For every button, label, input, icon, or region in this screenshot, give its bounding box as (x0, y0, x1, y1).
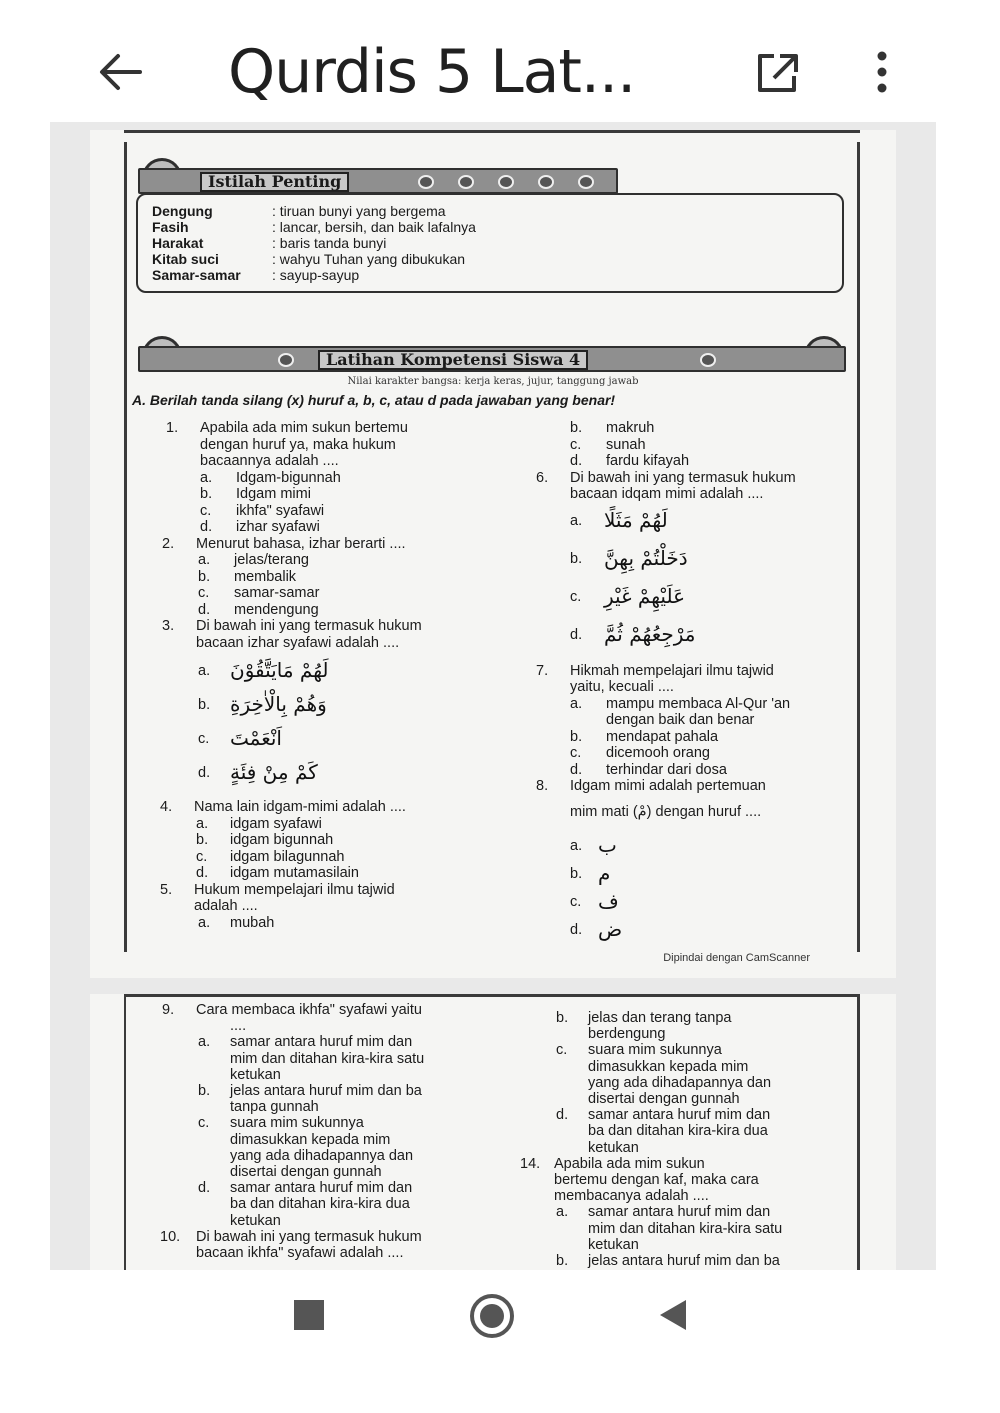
option-letter: c. (570, 894, 582, 910)
option-text: izhar syafawi (236, 519, 320, 535)
arabic-option: ف (598, 889, 619, 913)
option-letter: d. (570, 922, 583, 938)
option-letter: b. (196, 832, 209, 848)
option-letter: a. (198, 914, 211, 931)
list-text: Cara membaca ikhfa" syafawi yaitu (196, 1002, 422, 1018)
option-letter: d. (570, 453, 583, 469)
list-text: ba dan ditahan kira-kira dua (588, 1123, 768, 1140)
option-letter: a. (570, 695, 583, 712)
question-text: Di bawah ini yang termasuk hukum (570, 469, 796, 486)
question-text: Menurut bahasa, izhar berarti .... (196, 535, 406, 552)
circle-home-icon[interactable] (470, 1294, 514, 1338)
option-text: mampu membaca Al-Qur 'an (606, 695, 791, 712)
question-text: bacaan idqam mimi adalah .... (570, 486, 764, 502)
question-number: 5. (160, 881, 173, 898)
arabic-option: م (598, 861, 611, 885)
option-letter: a. (198, 552, 211, 568)
arrow-left-icon (90, 44, 150, 100)
list-marker: a. (198, 1034, 211, 1051)
document-page-2 (90, 994, 896, 1284)
option-letter: b. (570, 866, 583, 882)
list-marker: a. (556, 1204, 569, 1221)
triangle-back-icon[interactable] (660, 1300, 686, 1330)
list-marker: 9. (162, 1002, 175, 1018)
option-text: idgam bigunnah (230, 832, 334, 848)
question-number: 4. (160, 799, 173, 815)
option-letter: d. (200, 519, 213, 535)
list-marker: b. (198, 1083, 211, 1099)
option-letter: a. (570, 838, 583, 854)
option-text: idgam mutamasilain (230, 865, 359, 881)
option-text: idgam bilagunnah (230, 848, 345, 865)
option-letter: b. (570, 420, 583, 436)
option-letter: c. (570, 436, 582, 453)
arabic-option: لَهُمْ مَثَلًا (604, 507, 668, 532)
arabic-option: اَنْعَمْتَ (230, 726, 282, 750)
option-letter: c. (200, 502, 212, 519)
list-text: ketukan (588, 1236, 639, 1253)
document-title: Qurdis 5 Lat... (228, 37, 636, 107)
list-text: berdengung (588, 1026, 666, 1043)
banner-istilah-label: Istilah Penting (200, 172, 349, 192)
list-text: yang ada dihadapannya dan (230, 1147, 414, 1164)
instruction: A. Berilah tanda silang (x) huruf a, b, c, atau d pada jawaban yang benar! (132, 392, 616, 408)
list-marker: d. (556, 1107, 569, 1124)
question-number: 2. (162, 535, 175, 552)
list-marker: c. (556, 1042, 568, 1059)
question-text: bacaannya adalah .... (200, 453, 339, 469)
arabic-option: دَخَلْتُمْ بِهِنَّ (604, 545, 688, 570)
document-page-1 (90, 130, 896, 978)
option-letter: a. (570, 512, 583, 529)
list-text: dimasukkan kepada mim (588, 1058, 749, 1075)
list-marker: b. (556, 1253, 569, 1269)
option-letter: a. (196, 815, 209, 832)
question-number: 8. (536, 778, 549, 794)
option-letter: d. (198, 765, 211, 781)
option-text: samar-samar (234, 585, 320, 601)
list-text: mim dan ditahan kira-kira satu (588, 1220, 783, 1237)
option-letter: d. (570, 626, 583, 643)
more-vert-icon (862, 46, 902, 98)
option-letter: b. (570, 728, 583, 745)
list-text: ketukan (588, 1139, 639, 1156)
question-text: Di bawah ini yang termasuk hukum (196, 618, 422, 634)
arabic-option: وَهُمْ بِالْاٰخِرَةِ (230, 692, 327, 716)
option-text: dengan baik dan benar (606, 712, 755, 728)
option-letter: b. (200, 486, 213, 502)
list-text: ketukan (230, 1212, 281, 1229)
question-text: mim mati (مْ) dengan huruf .... (570, 804, 762, 820)
option-text: sunah (606, 436, 646, 453)
list-marker: c. (198, 1115, 210, 1132)
arabic-option: كَمْ مِنْ فِئَةٍ (230, 760, 318, 784)
open-external-button[interactable] (752, 48, 804, 96)
square-recents-icon[interactable] (294, 1300, 324, 1330)
option-text: membalik (234, 568, 297, 585)
option-text: Idgam-bigunnah (236, 469, 341, 486)
option-letter: d. (570, 761, 583, 778)
arabic-option: مَرْجِعُهُمْ ثُمَّ (604, 621, 696, 646)
option-text: mendapat pahala (606, 728, 719, 745)
option-text: dicemooh orang (606, 745, 710, 761)
overflow-menu-button[interactable] (862, 46, 902, 98)
option-letter: a. (198, 663, 211, 679)
list-marker: b. (556, 1010, 569, 1026)
list-text: samar antara huruf mim dan (230, 1180, 413, 1197)
list-text: suara mim sukunnya (588, 1042, 722, 1059)
list-text: samar antara huruf mim dan (588, 1204, 771, 1221)
arabic-option: لَهُمْ مَايَتَّقُوْنَ (230, 658, 329, 682)
question-text: adalah .... (194, 898, 258, 914)
list-text: samar antara huruf mim dan (230, 1034, 413, 1051)
list-text: Di bawah ini yang termasuk hukum (196, 1228, 422, 1245)
question-text: yaitu, kecuali .... (570, 679, 674, 695)
banner-latihan (138, 346, 846, 372)
option-letter: d. (198, 601, 211, 618)
option-letter: a. (200, 469, 213, 486)
list-text: membacanya adalah .... (554, 1188, 709, 1205)
character-values: Nilai karakter bangsa: kerja keras, jujur, tanggung jawab (347, 376, 639, 387)
list-text: jelas antara huruf mim dan ba (230, 1083, 422, 1099)
list-text: Apabila ada mim sukun (554, 1155, 705, 1172)
option-text: makruh (606, 420, 655, 436)
option-letter: c. (570, 745, 582, 761)
question-text: Apabila ada mim sukun bertemu (200, 420, 408, 436)
option-letter: c. (570, 588, 582, 605)
option-letter: b. (198, 568, 211, 585)
list-text: .... (230, 1018, 247, 1035)
option-letter: c. (198, 585, 210, 601)
list-text: samar antara huruf mim dan (588, 1107, 771, 1124)
option-letter: b. (570, 550, 583, 567)
question-number: 3. (162, 618, 175, 634)
list-text: suara mim sukunnya (230, 1115, 364, 1132)
option-text: terhindar dari dosa (606, 761, 727, 778)
option-letter: c. (198, 731, 210, 747)
scanner-watermark: Dipindai dengan CamScanner (663, 952, 810, 964)
system-navigation-bar (0, 1270, 1000, 1413)
list-text: ba dan ditahan kira-kira dua (230, 1196, 410, 1213)
question-number: 7. (536, 662, 549, 679)
option-text: fardu kifayah (606, 453, 690, 469)
question-text: bacaan izhar syafawi adalah .... (196, 634, 400, 651)
app-bar (0, 0, 1000, 128)
list-text: tanpa gunnah (230, 1099, 319, 1116)
open-in-new-icon (752, 48, 804, 96)
list-text: jelas dan terang tanpa (588, 1010, 732, 1026)
list-text: mim dan ditahan kira-kira satu (230, 1050, 425, 1067)
question-text: Nama lain idgam-mimi adalah .... (194, 799, 406, 815)
option-text: ikhfa" syafawi (236, 502, 325, 519)
list-text: disertai dengan gunnah (588, 1091, 740, 1107)
option-text: mendengung (234, 601, 319, 618)
list-text: jelas antara huruf mim dan ba (588, 1253, 780, 1269)
option-letter: b. (198, 697, 211, 713)
option-text: idgam syafawi (230, 815, 322, 832)
document-viewer[interactable] (50, 122, 936, 1270)
question-number: 1. (166, 420, 179, 436)
list-text: dimasukkan kepada mim (230, 1131, 391, 1148)
arabic-option: عَلَيْهِمْ غَيْرِ (604, 583, 686, 608)
arabic-option: ب (598, 833, 617, 857)
question-number: 6. (536, 469, 549, 486)
list-text: ketukan (230, 1066, 281, 1083)
banner-istilah (138, 168, 618, 194)
question-text: dengan huruf ya, maka hukum (200, 436, 396, 453)
option-text: Idgam mimi (236, 486, 311, 502)
arabic-option: ض (598, 917, 623, 941)
option-text: mubah (230, 914, 275, 931)
list-text: yang ada dihadapannya dan (588, 1074, 772, 1091)
question-text: Idgam mimi adalah pertemuan (570, 778, 766, 794)
back-button[interactable] (90, 44, 150, 100)
list-marker: 14. (520, 1155, 541, 1172)
list-text: disertai dengan gunnah (230, 1164, 382, 1180)
question-text: Hukum mempelajari ilmu tajwid (194, 881, 395, 898)
option-letter: d. (196, 865, 209, 881)
list-marker: d. (198, 1180, 211, 1197)
option-letter: c. (196, 848, 208, 865)
glossary-box: Dengung : tiruan bunyi yang bergema Fasih : lancar, bersih, dan baik lafalnya Harakat : baris tanda bunyi Kitab suci : wahyu Tuhan yang dibukukan Samar-samar : sayup-sayup (136, 193, 844, 293)
banner-latihan-label: Latihan Kompetensi Siswa 4 (318, 350, 588, 370)
question-text: Hikmah mempelajari ilmu tajwid (570, 662, 774, 679)
option-text: jelas/terang (234, 552, 309, 568)
list-text: bacaan ikhfa" syafawi adalah .... (196, 1245, 404, 1261)
list-marker: 10. (160, 1228, 181, 1245)
list-text: bertemu dengan kaf, maka cara (554, 1172, 759, 1188)
